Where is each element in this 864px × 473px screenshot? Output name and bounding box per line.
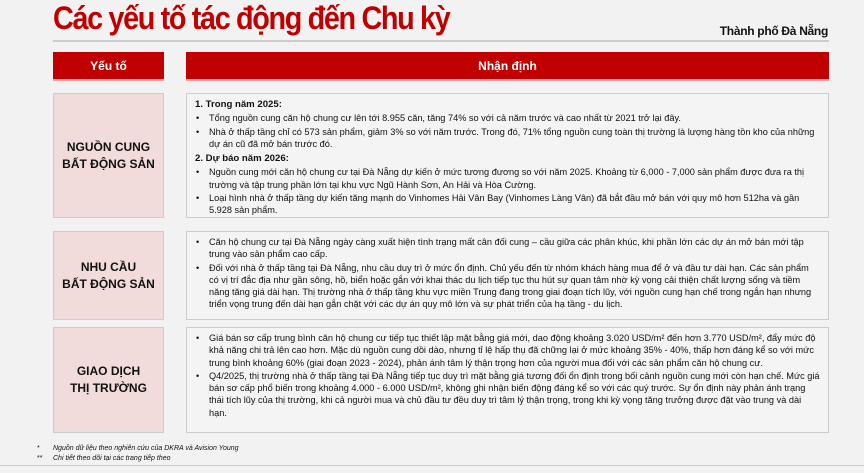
bullet: • Nhà ở thấp tầng chỉ có 573 sản phẩm, giảm 3% so với năm trước. Trong đó, 71% tổng nguồn cung toàn thị trường là lượng hàng tồn kho của những dự án cũ đã mở bán trước đó.	[209, 126, 820, 151]
factor-line: NHU CẦU	[80, 259, 137, 274]
footnotes	[37, 444, 239, 464]
bullet: • Căn hộ chung cư tại Đà Nẵng ngày càng xuất hiện tình trạng mất cân đối cung – cầu giữa các phân khúc, khi phần lớn các dự án mở bán mới tập trung vào sản phẩm cao cấp.	[209, 236, 820, 261]
page-title: Các yếu tố tác động đến Chu kỳ	[53, 0, 450, 36]
factor-demand	[53, 231, 164, 320]
footer-divider	[0, 465, 864, 466]
assessment-transactions	[186, 327, 829, 433]
assessment-demand	[186, 231, 829, 320]
note-text: Chi tiết theo dõi tại các trang tiếp theo	[53, 455, 171, 462]
factor-line: GIAO DỊCH	[76, 364, 141, 378]
bullet: • Q4/2025, thị trường nhà ở thấp tầng tại Đà Nẵng tiếp tục duy trì mặt bằng giá tương đối ổn định trong bối cảnh nguồn cung mới còn hạn chế. Mức giá bán sơ cấp phổ biến trong khoảng 4.000 - 6.000 USD/m², không ghi nhận biến động đáng kể so với các quý trước. Sự ổn định này phản ánh trạng thái tích lũy của thị trường, khi cả người mua và chủ đầu tư đều duy trì tâm lý thận trọng, trong khi kỳ vọng tăng trưởng được đặt vào trung và dài hạn.	[209, 370, 820, 419]
bullet: • Loại hình nhà ở thấp tầng dự kiến tăng mạnh do Vinhomes Hải Vân Bay (Vinhomes Làng Vân) đã bắt đầu mở bán với quy mô hơn 512ha và gần 5.928 sản phẩm.	[209, 192, 820, 217]
header-assessment: Nhận định	[186, 52, 829, 81]
title-divider	[53, 40, 829, 42]
factor-line: NGUỒN CUNG	[66, 139, 151, 154]
factor-line: BẤT ĐỘNG SẢN	[62, 156, 155, 171]
section-heading: 1. Trong năm 2025:	[195, 99, 282, 110]
bullet: • Tổng nguồn cung căn hộ chung cư lên tới 8.955 căn, tăng 74% so với cả năm trước và cao nhất từ 2021 trở lại đây.	[209, 112, 820, 124]
note-text: Nguồn dữ liệu theo nghiên cứu của DKRA và Avision Young	[53, 445, 239, 452]
header-factor: Yếu tố	[53, 52, 164, 81]
factor-transactions	[53, 327, 164, 433]
assessment-supply	[186, 93, 829, 218]
note-mark: *	[37, 445, 40, 452]
bullet: • Nguồn cung mới căn hộ chung cư tại Đà Nẵng dự kiến ở mức tương đương so với năm 2025. Khoảng từ 6,000 - 7,000 sản phẩm được đưa ra thị trường và tập trung phần lớn tại khu vực Ngũ Hành Sơn, An Hải và Hòa Cường.	[209, 166, 820, 191]
factor-line: BẤT ĐỘNG SẢN	[62, 276, 155, 291]
section-heading: 2. Dự báo năm 2026:	[195, 153, 289, 165]
bullet: • Giá bán sơ cấp trung bình căn hộ chung cư tiếp tục thiết lập mặt bằng giá mới, dao động khoảng 3.020 USD/m² đến hơn 3.770 USD/m², đẩy mức độ khả năng chi trả lên cao hơn. Mặc dù nguồn cung dồi dào, nhưng tỉ lệ hấp thụ đã chững lại ở mức khoảng 35% - 40%, thấp hơn đáng kể so với mức trung bình khoảng 60% (giai đoạn 2023 - 2024), phản ánh tâm lý thận trọng hơn của người mua đối với các sản phẩm căn hộ chung cư.	[209, 332, 820, 369]
factor-supply	[53, 93, 164, 218]
bullet: • Đối với nhà ở thấp tầng tại Đà Nẵng, nhu cầu duy trì ở mức ổn định. Chủ yếu đến từ nhóm khách hàng mua để ở và đầu tư dài hạn. Các sản phẩm có vị trí đắc địa như gần sông, hồ, biển hoặc gắn với khai thác du lịch tiếp tục thu hút sự quan tâm nhờ kỳ vọng cải thiện chất lượng sống và tiềm năng tăng giá dài hạn. Thị trường nhà ở thấp tầng khu vực miền Trung đang trong giai đoạn tích lũy, với nguồn cung hạn chế trong ngắn hạn nhưng triển vọng trung đến dài hạn gắn chặt với các dự án quy mô lớn và sự phát triển của hạ tầng - du lịch.	[209, 262, 820, 311]
note-mark: **	[37, 455, 43, 462]
factor-line: THỊ TRƯỜNG	[70, 381, 147, 395]
city-label: Thành phố Đà Nẵng	[719, 24, 828, 38]
